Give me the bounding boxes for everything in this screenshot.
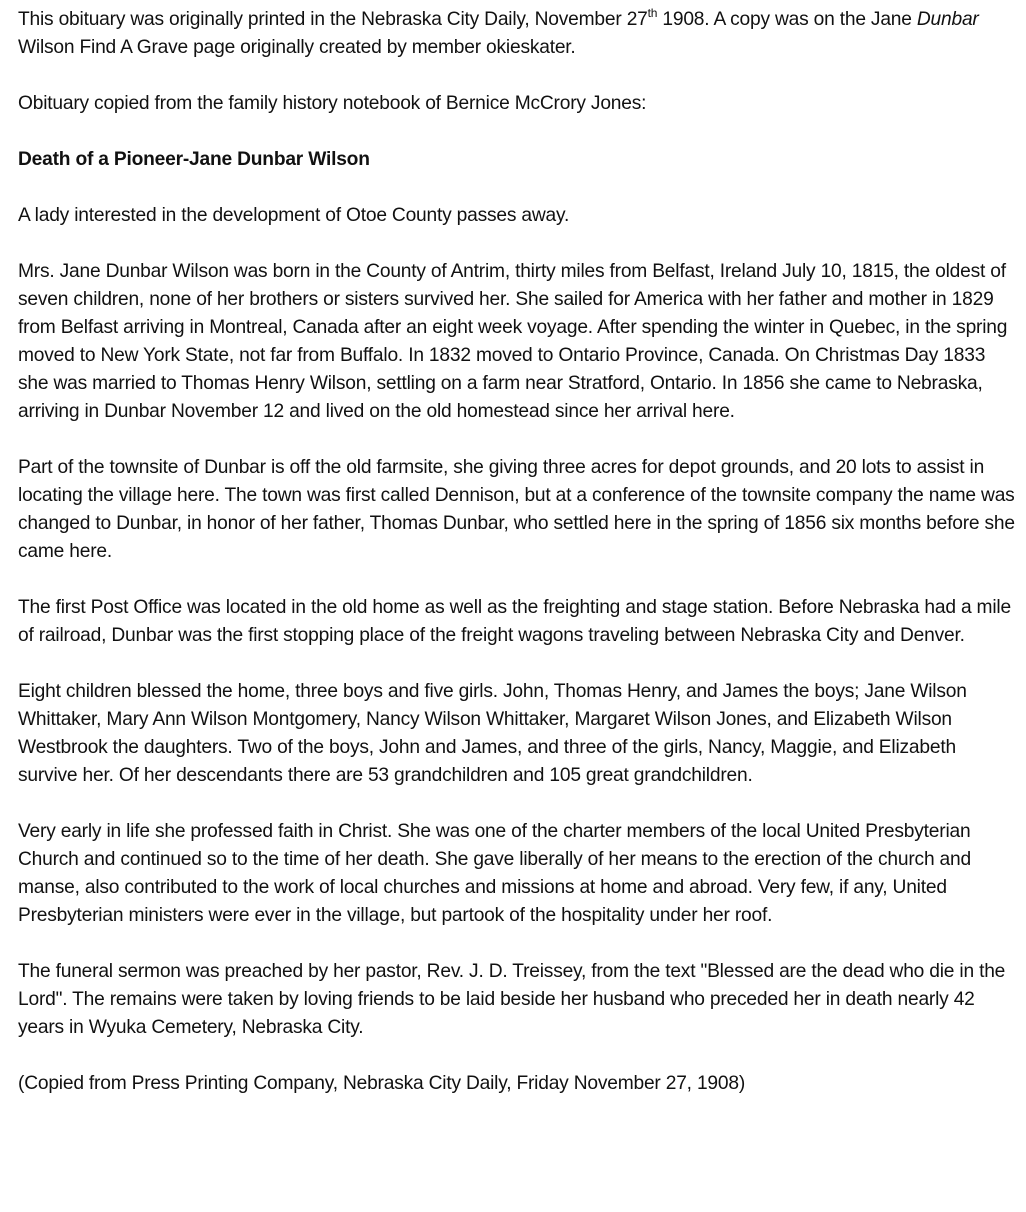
intro-italic-name: Dunbar <box>916 9 979 30</box>
intro-paragraph <box>18 6 1018 62</box>
obituary-subtitle: A lady interested in the development of Otoe County passes away. <box>18 205 570 226</box>
paragraph-post-office: The first Post Office was located in the old home as well as the freighting and stage station. Before Nebraska had a mile of railroad, Dunbar was the first stopping place of the freight wagons traveling between Nebraska City and Denver. <box>18 597 1011 646</box>
obituary-title: Death of a Pioneer-Jane Dunbar Wilson <box>18 149 370 170</box>
document-body <box>18 6 1018 1126</box>
source-line: Obituary copied from the family history notebook of Bernice McCrory Jones: <box>18 93 647 114</box>
intro-text-1: This obituary was originally printed in the Nebraska City Daily, November 27 <box>18 9 648 30</box>
paragraph-funeral: The funeral sermon was preached by her pastor, Rev. J. D. Treissey, from the text "Blessed are the dead who die in the Lord". The remains were taken by loving friends to be laid beside her husband who preceded her in death nearly 42 years in Wyuka Cemetery, Nebraska City. <box>18 961 1006 1038</box>
paragraph-townsite: Part of the townsite of Dunbar is off the old farmsite, she giving three acres for depot grounds, and 20 lots to assist in locating the village here. The town was first called Dennison, but at a conference of the townsite company the name was changed to Dunbar, in honor of her father, Thomas Dunbar, who settled here in the spring of 1856 six months before she came here. <box>18 457 1015 562</box>
intro-text-2: 1908. A copy was on the Jane <box>657 9 917 30</box>
paragraph-biography: Mrs. Jane Dunbar Wilson was born in the County of Antrim, thirty miles from Belfast, Ireland July 10, 1815, the oldest of seven children, none of her brothers or sisters survived her. She sailed for America with her father and mother in 1829 from Belfast arriving in Montreal, Canada after an eight week voyage. After spending the winter in Quebec, in the spring moved to New York State, not far from Buffalo. In 1832 moved to Ontario Province, Canada. On Christmas Day 1833 she was married to Thomas Henry Wilson, settling on a farm near Stratford, Ontario. In 1856 she came to Nebraska, arriving in Dunbar November 12 and lived on the old homestead since her arrival here. <box>18 261 1008 422</box>
source-footer: (Copied from Press Printing Company, Nebraska City Daily, Friday November 27, 1908) <box>18 1073 746 1094</box>
paragraph-faith: Very early in life she professed faith in Christ. She was one of the charter members of the local United Presbyterian Church and continued so to the time of her death. She gave liberally of her means to the erection of the church and manse, also contributed to the work of local churches and missions at home and abroad. Very few, if any, United Presbyterian ministers were ever in the village, but partook of the hospitality under her roof. <box>18 821 971 926</box>
intro-superscript: th <box>647 5 658 20</box>
intro-text-3: Wilson Find A Grave page originally created by member okieskater. <box>18 37 576 58</box>
paragraph-children: Eight children blessed the home, three boys and five girls. John, Thomas Henry, and James the boys; Jane Wilson Whittaker, Mary Ann Wilson Montgomery, Nancy Wilson Whittaker, Margaret Wilson Jones, and Elizabeth Wilson Westbrook the daughters. Two of the boys, John and James, and three of the girls, Nancy, Maggie, and Elizabeth survive her. Of her descendants there are 53 grandchildren and 105 great grandchildren. <box>18 681 967 786</box>
